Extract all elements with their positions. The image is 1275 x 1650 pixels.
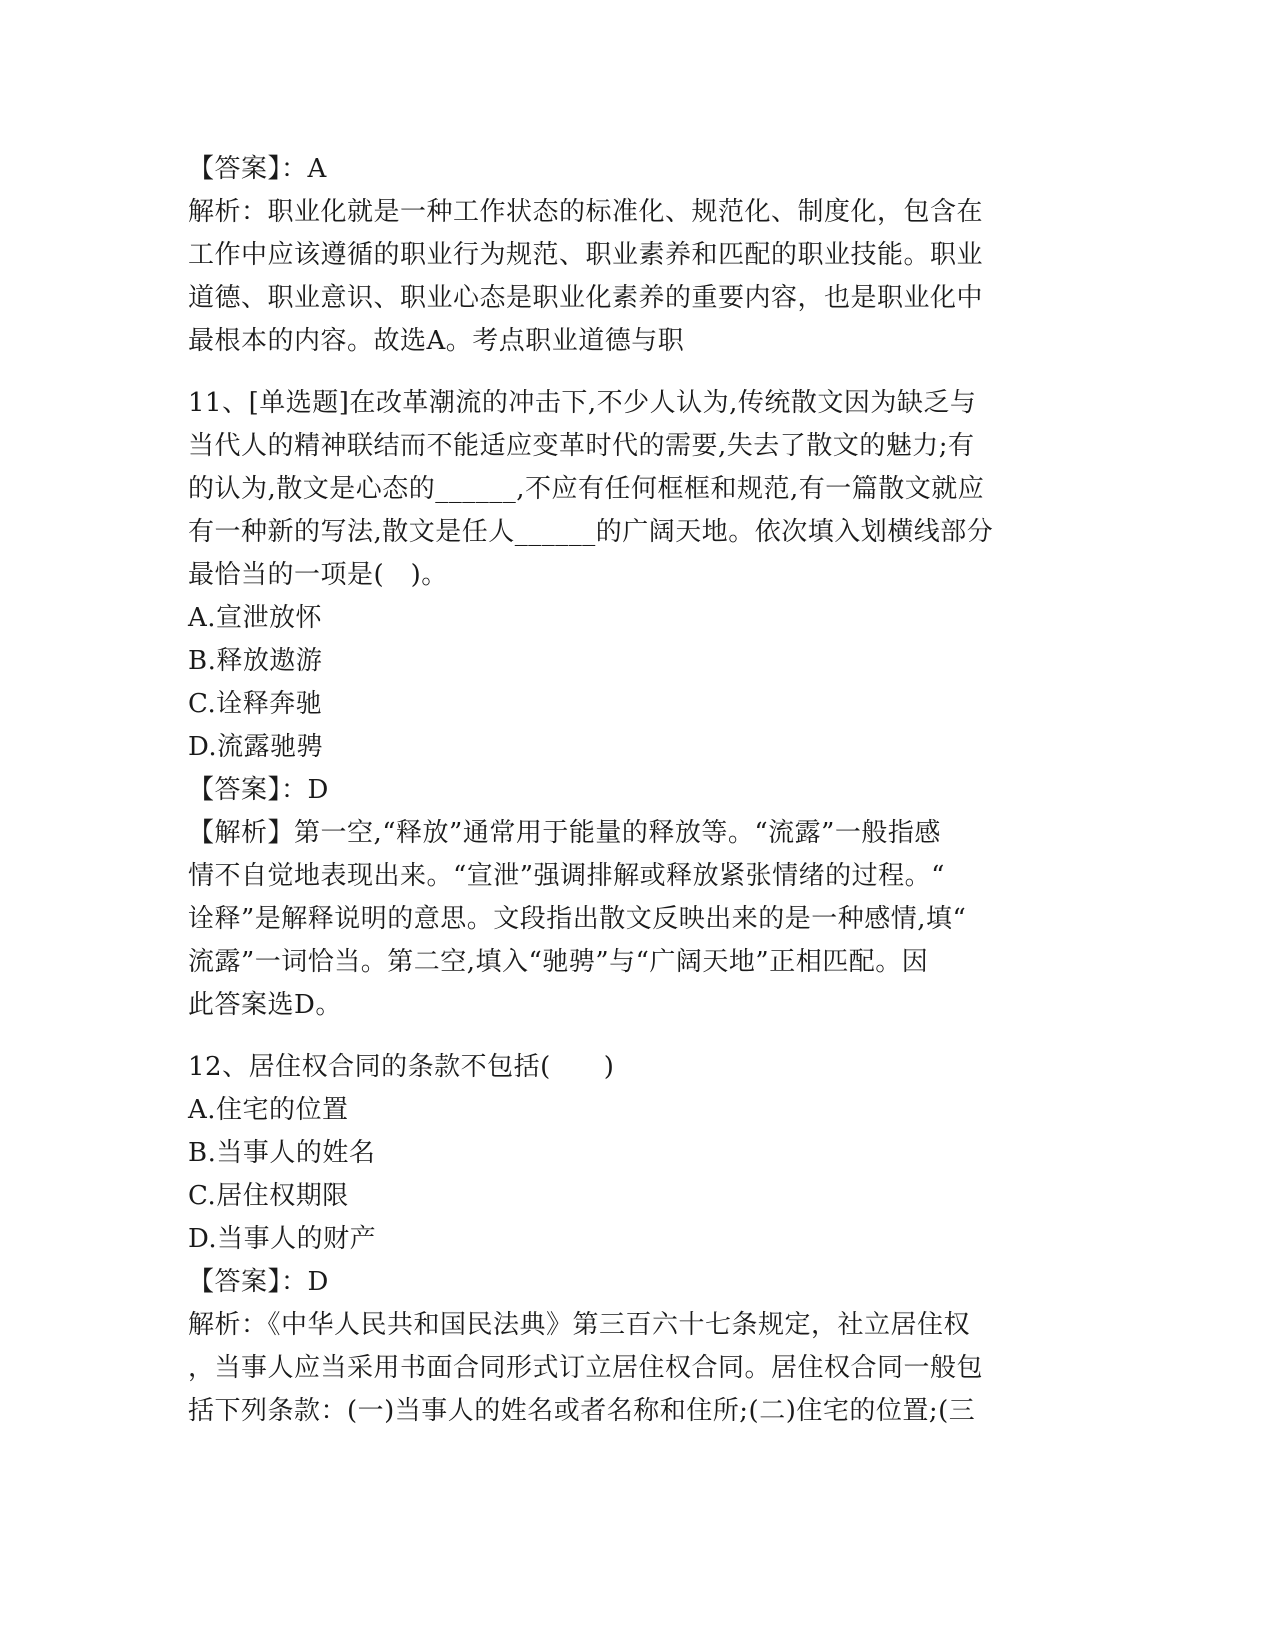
answer-line: 【答案】：D [188, 775, 329, 805]
answer-line: 【答案】：A [188, 154, 327, 184]
question-text-line: 当代人的精神联结而不能适应变革时代的需要,失去了散文的魅力;有 [188, 431, 975, 461]
analysis-line: 解析：职业化就是一种工作状态的标准化、规范化、制度化，包含在 [188, 197, 984, 227]
analysis-line: 最根本的内容。故选A。考点职业道德与职 [188, 326, 685, 356]
question-text-line: 11、[单选题]在改革潮流的冲击下,不少人认为,传统散文因为缺乏与 [188, 388, 977, 418]
question-11 [188, 382, 1088, 1027]
analysis-line: 【解析】第一空,“释放”通常用于能量的释放等。“流露”一般指感 [188, 818, 941, 848]
analysis-line: ，当事人应当采用书面合同形式订立居住权合同。居住权合同一般包 [188, 1353, 984, 1383]
spacer [188, 363, 1088, 382]
option-c: C.诠释奔驰 [188, 689, 323, 719]
option-a: A.宣泄放怀 [188, 603, 323, 633]
question-text-line: 有一种新的写法,散文是任人______的广阔天地。依次填入划横线部分 [188, 517, 994, 547]
analysis-line: 此答案选D。 [188, 990, 342, 1020]
option-a: A.住宅的位置 [188, 1095, 349, 1125]
analysis-line: 道德、职业意识、职业心态是职业化素养的重要内容，也是职业化中 [188, 283, 984, 313]
question-text-line: 的认为,散文是心态的______,不应有任何框框和规范,有一篇散文就应 [188, 474, 985, 504]
document-page [188, 148, 1088, 1433]
analysis-line: 情不自觉地表现出来。“宣泄”强调排解或释放紧张情绪的过程。“ [188, 861, 945, 891]
analysis-line: 括下列条款：(一)当事人的姓名或者名称和住所;(二)住宅的位置;(三 [188, 1396, 976, 1426]
question-text-line: 12、居住权合同的条款不包括( ) [188, 1052, 615, 1082]
option-d: D.当事人的财产 [188, 1224, 377, 1254]
answer-line: 【答案】：D [188, 1267, 329, 1297]
option-d: D.流露驰骋 [188, 732, 324, 762]
analysis-line: 工作中应该遵循的职业行为规范、职业素养和匹配的职业技能。职业 [188, 240, 984, 270]
spacer [188, 1027, 1088, 1046]
question-12 [188, 1046, 1088, 1433]
option-b: B.当事人的姓名 [188, 1138, 376, 1168]
analysis-line: 诠释”是解释说明的意思。文段指出散文反映出来的是一种感情,填“ [188, 904, 967, 934]
question-text-line: 最恰当的一项是( )。 [188, 560, 448, 590]
prev-question-answer-block [188, 148, 1088, 363]
analysis-line: 流露”一词恰当。第二空,填入“驰骋”与“广阔天地”正相匹配。因 [188, 947, 929, 977]
analysis-line: 解析：《中华人民共和国民法典》第三百六十七条规定，社立居住权 [188, 1310, 971, 1340]
option-b: B.释放遨游 [188, 646, 323, 676]
option-c: C.居住权期限 [188, 1181, 349, 1211]
